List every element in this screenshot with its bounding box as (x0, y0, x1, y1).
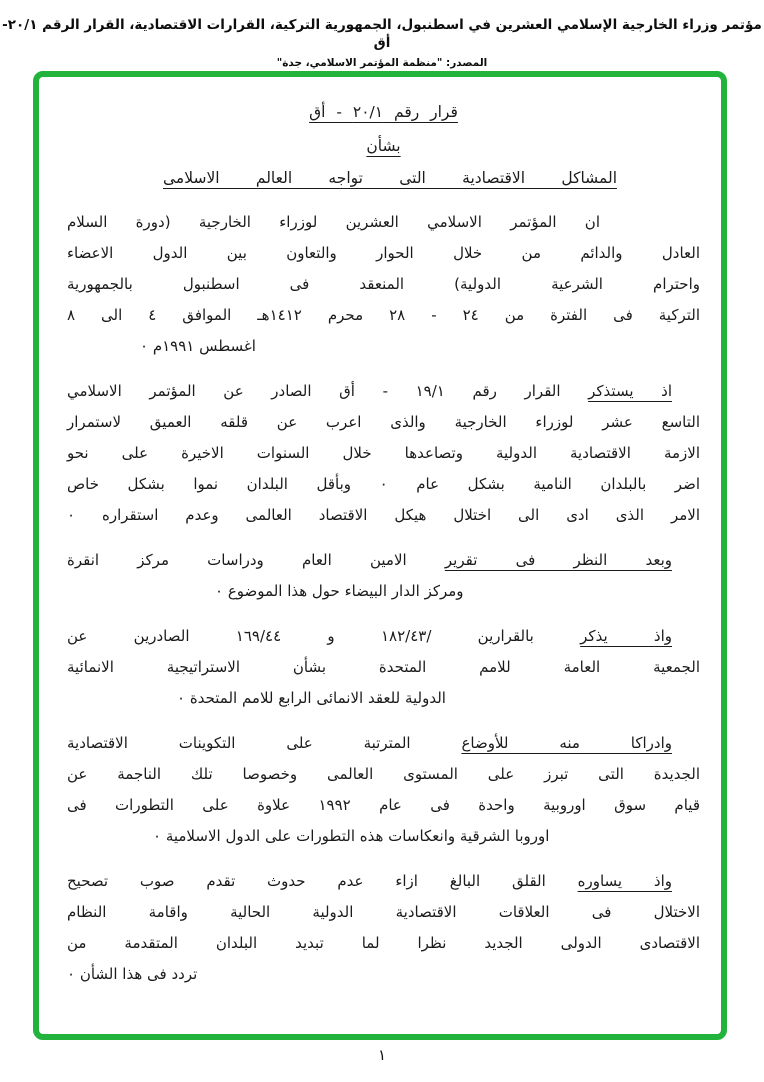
paragraph-line: الدولية للعقد الانمائى الرابع للامم المتحدة ٠ (177, 689, 446, 707)
paragraph-line: الامر الذى ادى الى اختلال هيكل الاقتصاد العالمى وعدم استقراره ٠ (67, 506, 700, 524)
paragraph-line: واحترام الشرعية الدولية) المنعقد فى اسطنبول بالجمهورية (67, 275, 700, 293)
paragraph-line: اضر بالبلدان النامية بشكل عام ٠ وبأقل البلدان نموا بشكل خاص (67, 475, 700, 493)
header-conference-title: مؤتمر وزراء الخارجية الإسلامي العشرين في اسطنبول، الجمهورية التركية، القرارات الاقتصادية، القرار الرقم ٢٠/١-أق (2, 17, 762, 51)
paragraph-line: واذ يساوره القلق البالغ ازاء عدم حدوث تقدم صوب تصحيح (67, 872, 672, 890)
resolution-paragraphs (67, 207, 700, 990)
paragraph-line: واذ يذكر بالقرارين /١٨٢/٤٣ و ١٦٩/٤٤ الصادرين عن (67, 627, 673, 645)
underlined-lead: اذ يستذكر (588, 382, 672, 400)
paragraph-line: التاسع عشر لوزراء الخارجية والذى اعرب عن قلقه العميق لاستمرار (67, 413, 700, 431)
resolution-regarding: بشأن (366, 137, 401, 155)
paragraph-line: اذ يستذكر القرار رقم ١٩/١ - أق الصادر عن المؤتمر الاسلامي (67, 382, 672, 400)
paragraph-line: تردد فى هذا الشأن ٠ (67, 965, 198, 983)
paragraph (67, 866, 700, 990)
underlined-lead: وبعد النظر فى تقرير (444, 551, 673, 569)
paragraph-line: الازمة الاقتصادية الدولية وتصاعدها خلال السنوات الاخيرة على نحو (67, 444, 700, 462)
underlined-lead: وادراكا منه للأوضاع (461, 734, 673, 752)
paragraph-line: العادل والدائم من خلال الحوار والتعاون بين الدول الاعضاء (67, 244, 700, 262)
paragraph-line: الجمعية العامة للامم المتحدة بشأن الاستراتيجية الانمائية (67, 658, 700, 676)
paragraph-line: الاختلال فى العلاقات الاقتصادية الدولية الحالية واقامة النظام (67, 903, 700, 921)
document-frame (33, 71, 727, 1040)
paragraph-line: الجديدة التى تبرز على المستوى العالمى وخصوصا تلك الناجمة عن (67, 765, 700, 783)
header-source-note: المصدر: "منظمة المؤتمر الاسلامي، جدة" (276, 57, 488, 69)
paragraph-line: وادراكا منه للأوضاع المترتبة على التكوينات الاقتصادية (67, 734, 673, 752)
resolution-subject: المشاكل الاقتصادية التى تواجه العالم الاسلامى (163, 169, 617, 187)
underlined-lead: واذ يذكر (580, 627, 673, 645)
paragraph-line: اوروبا الشرقية وانعكاسات هذه التطورات على الدول الاسلامية ٠ (153, 827, 550, 845)
page-number: ١ (377, 1046, 387, 1064)
paragraph-line: اغسطس ١٩٩١م ٠ (140, 337, 256, 355)
paragraph-line: وبعد النظر فى تقرير الامين العام ودراسات مركز انقرة (67, 551, 673, 569)
paragraph (67, 207, 700, 362)
archive-header (0, 16, 764, 70)
paragraph-line: الاقتصادى الدولى الجديد نظرا لما تبديد البلدان المتقدمة من (67, 934, 700, 952)
paragraph (67, 728, 700, 852)
paragraph (67, 545, 700, 607)
underlined-lead: واذ يساوره (577, 872, 672, 890)
paragraph-line: ان المؤتمر الاسلامي العشرين لوزراء الخارجية (دورة السلام (67, 213, 600, 231)
paragraph-line: التركية فى الفترة من ٢٤ - ٢٨ محرم ١٤١٢هـ الموافق ٤ الى ٨ (67, 306, 700, 324)
paragraph (67, 621, 700, 714)
paragraph-line: ومركز الدار البيضاء حول هذا الموضوع ٠ (215, 582, 464, 600)
resolution-number-title: قرار رقم ٢٠/١ - أق (309, 103, 458, 121)
paragraph (67, 376, 700, 531)
document-body (39, 77, 721, 1034)
paragraph-line: قيام سوق اوروبية واحدة فى عام ١٩٩٢ علاوة على التطورات فى (67, 796, 700, 814)
